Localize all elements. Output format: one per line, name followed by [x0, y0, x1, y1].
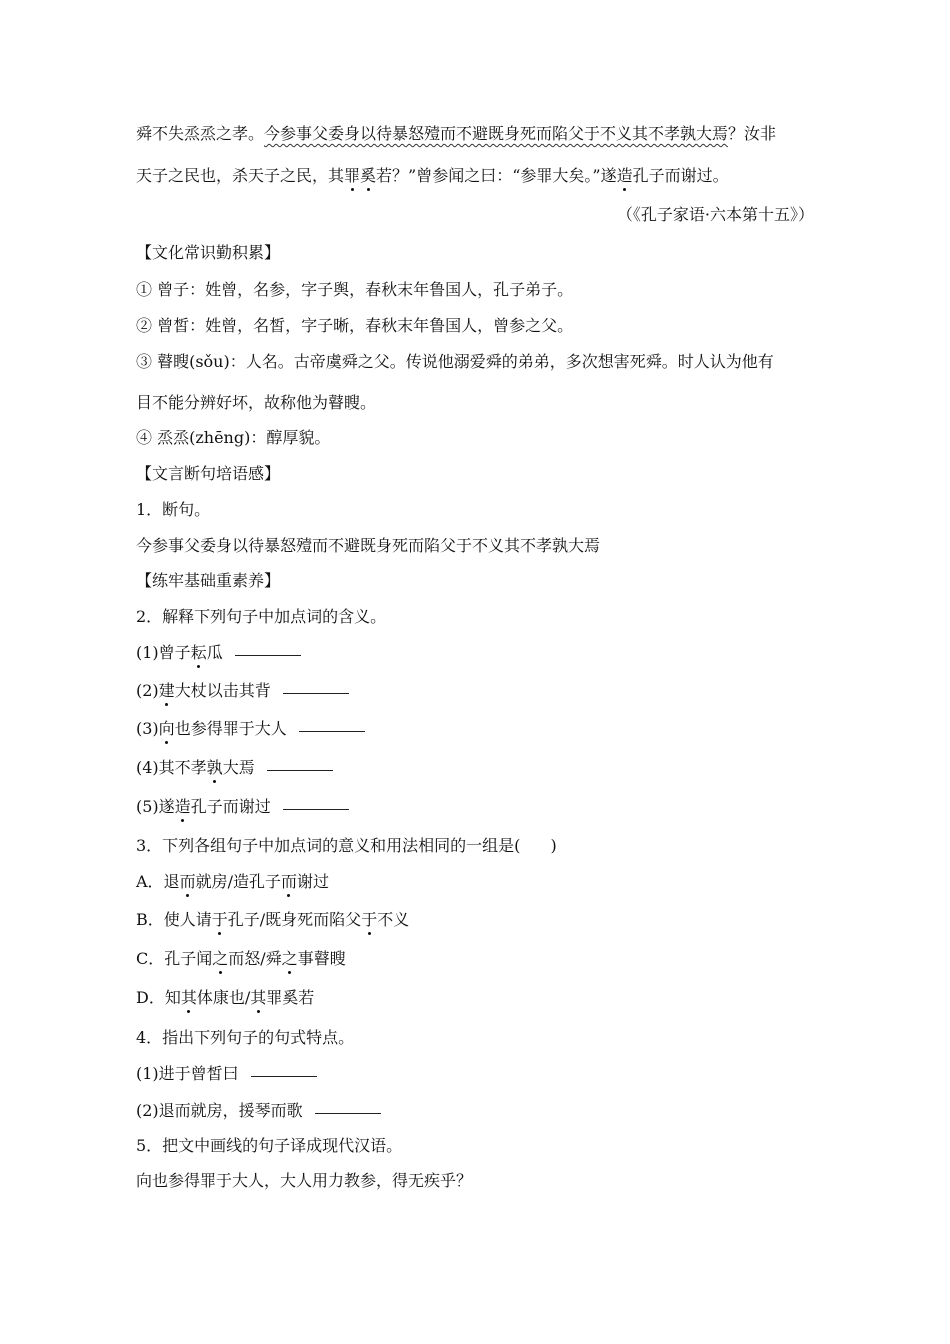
q3-option: A．退而就房/造孔子而谢过: [136, 872, 330, 891]
q2-item: (2)建大杖以击其背: [136, 681, 814, 701]
question-5-stem: 5．把文中画线的句子译成现代汉语。: [136, 1136, 403, 1155]
answer-blank[interactable]: [283, 692, 349, 694]
dotted-char: 之: [281, 949, 298, 968]
q3-option: C．孔子闻之而怒/舜之事瞽瞍: [136, 949, 346, 968]
dotted-char: 其: [180, 988, 197, 1007]
culture-note: ① 曾子：姓曾，名参，字子舆，春秋末年鲁国人，孔子弟子。: [136, 280, 574, 299]
dotted-char: 于: [361, 910, 378, 929]
dotted-char: 罪: [344, 166, 361, 185]
answer-blank[interactable]: [251, 1075, 317, 1077]
dotted-char: 于: [211, 910, 228, 929]
answer-blank[interactable]: [315, 1112, 381, 1114]
dotted-char: 建: [158, 681, 175, 700]
q3-option: D．知其体康也/其罪奚若: [136, 988, 315, 1007]
question-4-stem: 4．指出下列句子的句式特点。: [136, 1028, 355, 1047]
q4-item: (2)退而就房，援琴而歌: [136, 1101, 814, 1121]
passage-line-1: 舜不失烝烝之孝。今参事父委身以待暴怒殪而不避既身死而陷父于不义其不孝孰大焉？汝非: [136, 124, 777, 143]
section-heading-basics: 【练牢基础重素养】: [136, 571, 281, 590]
punctuation-sentence: 今参事父委身以待暴怒殪而不避既身死而陷父于不义其不孝孰大焉: [136, 536, 601, 555]
section-heading-culture: 【文化常识勤积累】: [136, 243, 281, 262]
dotted-char: 之: [212, 949, 229, 968]
q2-item: (4)其不孝孰大焉: [136, 758, 814, 778]
dotted-char: 造: [174, 797, 191, 816]
question-2-stem: 2．解释下列句子中加点词的含义。: [136, 607, 387, 626]
translation-sentence: 向也参得罪于大人，大人用力教参，得无疾乎？: [136, 1171, 473, 1190]
culture-note: ④ 烝烝(zhēng)：醇厚貌。: [136, 428, 331, 447]
dotted-char: 耘: [190, 643, 207, 662]
q2-item: (3)向也参得罪于大人: [136, 719, 814, 739]
dotted-char: 而: [179, 872, 196, 891]
answer-blank[interactable]: [267, 769, 333, 771]
dotted-char: 奚: [360, 166, 377, 185]
question-3-stem: 3．下列各组句子中加点词的意义和用法相同的一组是( ): [136, 836, 557, 855]
answer-blank[interactable]: [283, 808, 349, 810]
dotted-char: 向: [158, 719, 175, 738]
culture-note: ② 曾皙：姓曾，名皙，字子晰，春秋末年鲁国人，曾参之父。: [136, 316, 574, 335]
question-1: 1．断句。: [136, 500, 211, 519]
q3-option: B．使人请于孔子/既身死而陷父于不义: [136, 910, 410, 929]
q4-item: (1)进于曾皙曰: [136, 1064, 814, 1084]
passage-source: （《孔子家语·六本第十五》）: [616, 205, 814, 224]
dotted-char: 其: [250, 988, 267, 1007]
dotted-char: 造: [616, 166, 633, 185]
q2-item: (5)遂造孔子而谢过: [136, 797, 814, 817]
wavy-underlined-sentence: 今参事父委身以待暴怒殪而不避既身死而陷父于不义其不孝孰大焉: [264, 124, 729, 143]
q2-item: (1)曾子耘瓜: [136, 643, 814, 663]
section-heading-punctuation: 【文言断句培语感】: [136, 464, 281, 483]
dotted-char: 孰: [206, 758, 223, 777]
culture-note-continued: 目不能分辨好坏，故称他为瞽瞍。: [136, 393, 377, 412]
answer-blank[interactable]: [299, 730, 365, 732]
culture-note: ③ 瞽瞍(sǒu)：人名。古帝虞舜之父。传说他溺爱舜的弟弟，多次想害死舜。时人认为他有: [136, 352, 774, 371]
passage-line-2: 天子之民也，杀天子之民，其罪奚若？”曾参闻之曰：“参罪大矣。”遂造孔子而谢过。: [136, 166, 729, 185]
answer-blank[interactable]: [235, 654, 301, 656]
dotted-char: 而: [280, 872, 297, 891]
